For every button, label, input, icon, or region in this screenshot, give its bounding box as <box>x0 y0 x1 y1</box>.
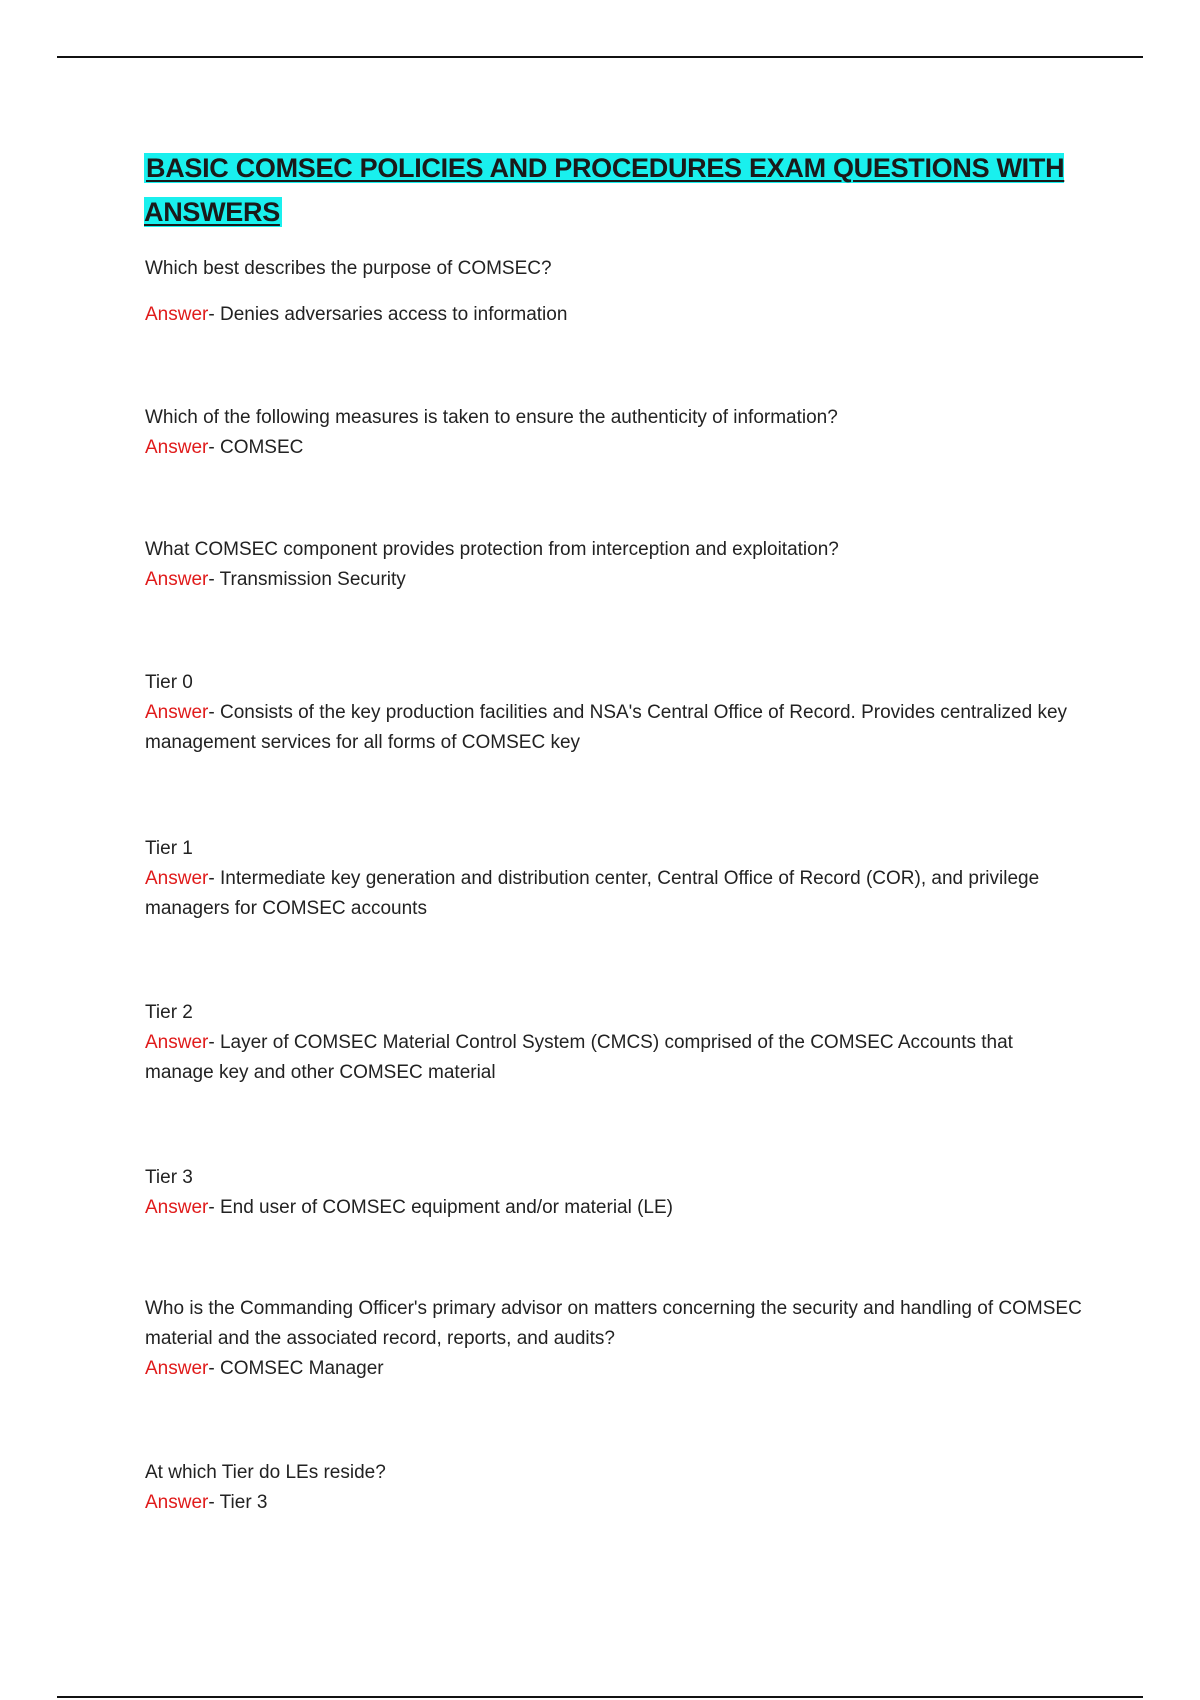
answer: Answer- Consists of the key production facilities and NSA's Central Office of Record. Provides centralized key management services for all forms of COMSEC key <box>145 702 1068 753</box>
answer-text: Intermediate key generation and distribution center, Central Office of Record (COR), and privilege managers for COMSEC accounts <box>145 868 1040 919</box>
qa-item-8 <box>145 1294 1085 1384</box>
qa-item-3 <box>145 535 1085 595</box>
question: Tier 2 <box>145 1002 193 1023</box>
qa-item-5 <box>145 834 1085 924</box>
top-rule <box>57 56 1143 58</box>
answer: Answer- COMSEC <box>145 437 304 458</box>
question: Tier 1 <box>145 838 193 859</box>
answer-text: End user of COMSEC equipment and/or material (LE) <box>219 1197 673 1218</box>
answer-label: Answer <box>145 1492 209 1513</box>
answer: Answer- End user of COMSEC equipment and/or material (LE) <box>145 1197 673 1218</box>
qa-item-6 <box>145 998 1085 1088</box>
answer-label: Answer <box>145 1358 209 1379</box>
answer-label: Answer <box>145 868 209 889</box>
answer-label: Answer <box>145 1197 209 1218</box>
answer: Answer- Layer of COMSEC Material Control System (CMCS) comprised of the COMSEC Accounts that manage key and other COMSEC material <box>145 1032 1013 1083</box>
answer-text: COMSEC Manager <box>219 1358 384 1379</box>
document-title <box>144 146 1084 234</box>
answer-text: Denies adversaries access to information <box>219 304 568 325</box>
qa-item-9 <box>145 1458 1085 1518</box>
answer-label: Answer <box>145 437 209 458</box>
answer-label: Answer <box>145 569 209 590</box>
qa-item-1 <box>145 254 1085 330</box>
answer-label: Answer <box>145 702 209 723</box>
qa-item-4 <box>145 668 1085 758</box>
question: Who is the Commanding Officer's primary advisor on matters concerning the security and handling of COMSEC material and the associated record, reports, and audits? <box>145 1298 1082 1349</box>
answer-text: Transmission Security <box>219 569 406 590</box>
question: Which best describes the purpose of COMSEC? <box>145 258 552 279</box>
question: What COMSEC component provides protection from interception and exploitation? <box>145 539 839 560</box>
question: At which Tier do LEs reside? <box>145 1462 386 1483</box>
answer-label: Answer <box>145 1032 209 1053</box>
answer-label: Answer <box>145 304 209 325</box>
answer: Answer- Denies adversaries access to information <box>145 304 568 325</box>
answer-text: Consists of the key production facilities and NSA's Central Office of Record. Provides centralized key management services for all forms of COMSEC key <box>145 702 1068 753</box>
qa-item-7 <box>145 1163 1085 1223</box>
answer-text: Layer of COMSEC Material Control System (CMCS) comprised of the COMSEC Accounts that manage key and other COMSEC material <box>145 1032 1013 1083</box>
answer: Answer- COMSEC Manager <box>145 1358 384 1379</box>
question: Tier 3 <box>145 1167 193 1188</box>
answer: Answer- Intermediate key generation and distribution center, Central Office of Record (COR), and privilege managers for COMSEC accounts <box>145 868 1040 919</box>
question: Tier 0 <box>145 672 193 693</box>
question: Which of the following measures is taken to ensure the authenticity of information? <box>145 407 838 428</box>
answer-text: COMSEC <box>219 437 304 458</box>
answer-text: Tier 3 <box>219 1492 268 1513</box>
title-highlight: BASIC COMSEC POLICIES AND PROCEDURES EXAM QUESTIONS WITH ANSWERS <box>144 153 1065 227</box>
answer: Answer- Transmission Security <box>145 569 406 590</box>
qa-item-2 <box>145 403 1085 463</box>
bottom-rule <box>57 1696 1143 1698</box>
answer: Answer- Tier 3 <box>145 1492 268 1513</box>
